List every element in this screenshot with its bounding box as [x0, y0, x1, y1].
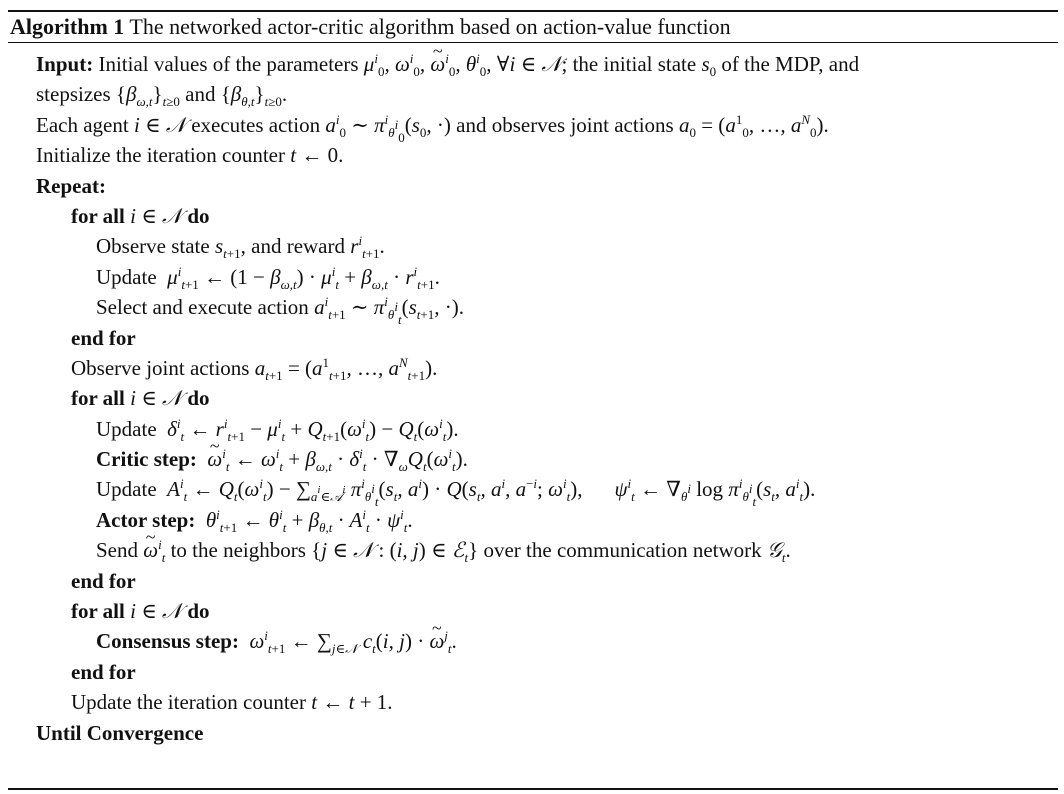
- text-update: Update: [96, 264, 157, 289]
- caption-title: The networked actor-critic algorithm based on action-value function: [129, 14, 731, 39]
- math-delta-update: $\delta^i_t$ ← $r^i_{t+1} - \mu^i_t + Q_{t+1}(\omega^i_t) - Q_t(\omega^i_t)$.: [167, 415, 459, 444]
- line-send: [8, 535, 1058, 565]
- kw-do: do: [187, 203, 210, 228]
- math-neighbors: {j ∈ 𝒩 : (i, j) ∈ ℰ$_t$}: [311, 538, 479, 566]
- math-advantage-update: $A^i_t$ ← $Q_t(\omega^i_t) - \sum_{a^i\in 𝒜^i}$ $\pi^i_{\theta^i_t}(s_t$, $a^i) \cdot Q(s_t$, $a^i$, $a^{-i}$; $\omega^i_t$), $\psi^i_t$ ← $\nabla_{\theta^i}$ $\log \pi^i_{\theta^i_t}(s_t$, $a^i_t$).: [167, 476, 816, 510]
- text-and: and: [185, 82, 216, 107]
- line-for-all-1: [8, 201, 1058, 231]
- text-send-a: Send: [96, 538, 138, 563]
- text-update-counter: Update the iteration counter: [71, 690, 306, 715]
- math-i-in-n: i ∈ 𝒩: [130, 203, 183, 228]
- line-critic-step: [8, 444, 1058, 474]
- math-consensus-update: $\omega^i_{t+1}$ ← $\sum_{j\in 𝒩}$ $c_t(i$, j) · ~ $\omega^j_t$.: [249, 629, 456, 653]
- math-i-in-n: i ∈ 𝒩: [130, 386, 183, 411]
- kw-repeat: Repeat:: [36, 173, 106, 198]
- text-observe-state: Observe state: [96, 234, 210, 259]
- math-mu-update: $\mu^i_{t+1}$ ← $(1 - \beta_{\omega,t}) \cdot \mu^i_t + \beta_{\omega,t} \cdot r^i_{t+1}$.: [167, 263, 440, 292]
- kw-end-for: end for: [71, 659, 136, 684]
- line-input: [8, 49, 1058, 79]
- line-each-agent: [8, 110, 1058, 145]
- line-until: [8, 718, 1058, 748]
- math-t-increment: t ← t + 1.: [311, 690, 393, 715]
- algorithm-caption: [8, 12, 1058, 42]
- kw-end-for: end for: [71, 568, 136, 593]
- text-update: Update: [96, 477, 157, 502]
- line-observe-joint: [8, 353, 1058, 383]
- line-select-execute: [8, 292, 1058, 328]
- kw-actor-step: Actor step:: [96, 507, 196, 532]
- math-a-joint-next: $a_{t+1} = (a^1_{t+1}$, …, $a^N_{t+1}$).: [254, 354, 438, 383]
- line-actor-step: [8, 505, 1058, 535]
- text-observe-joint: Observe joint actions: [71, 355, 250, 380]
- bottom-rule: [8, 788, 1058, 790]
- line-repeat: [8, 171, 1058, 201]
- math-s0: $s_0$: [701, 52, 717, 79]
- text-each-agent-a: Each agent: [36, 112, 129, 137]
- line-stepsizes: [8, 79, 1058, 109]
- math-i-in-n: i ∈ 𝒩: [133, 112, 186, 137]
- text-input-b: ; the initial state: [561, 52, 697, 76]
- line-observe-state: [8, 231, 1058, 261]
- line-update-delta: [8, 414, 1058, 444]
- math-a0-joint: $a_0 = (a^1_0$, …, $a^N_0$).: [678, 111, 829, 140]
- math-network: 𝒢$_t$.: [766, 538, 791, 566]
- line-for-all-2: [8, 383, 1058, 413]
- text-input-c: of the MDP, and: [721, 52, 860, 76]
- line-update-advantage: [8, 474, 1058, 510]
- kw-for-all: for all: [71, 599, 125, 624]
- math-beta-theta: $\{\beta_{\theta,t}\}_{t\ge 0}$.: [220, 82, 288, 110]
- kw-end-for: end for: [71, 325, 136, 350]
- text-send-b: to the neighbors: [170, 538, 306, 563]
- math-t-zero: t ← 0.: [290, 143, 344, 168]
- line-end-for-3: [8, 657, 1058, 687]
- text-each-agent-c: and observes joint actions: [456, 112, 674, 137]
- line-for-all-3: [8, 596, 1058, 626]
- text-each-agent-b: executes action: [191, 112, 321, 137]
- line-update-mu: [8, 262, 1058, 292]
- math-beta-omega: $\{\beta_{\omega,t}\}_{t\ge 0}$: [115, 82, 180, 110]
- math-reward: $r^i_{t+1}$.: [350, 233, 385, 262]
- kw-critic-step: Critic step:: [96, 447, 197, 472]
- text-and-reward: , and reward: [240, 234, 345, 259]
- math-actor-update: $\theta^i_{t+1}$ ← $\theta^i_t + \beta_{\theta,t} \cdot A^i_t \cdot \psi^i_t$.: [205, 506, 413, 535]
- math-init-params: $\mu^i_0$, $\omega^i_0$, ~ $\omega^i_0$, $\theta^i_0$, ∀i ∈ 𝒩: [364, 52, 562, 76]
- math-a0-policy: $a^i_0$ ∼ $\pi^i_{\theta^i_0}(s_0$, ·): [325, 111, 451, 145]
- text-input-a: Initial values of the parameters: [98, 52, 359, 76]
- text-init: Initialize the iteration counter: [36, 143, 285, 168]
- text-select-exec: Select and execute action: [96, 295, 309, 320]
- line-consensus-step: [8, 626, 1058, 656]
- kw-do: do: [187, 599, 210, 624]
- math-critic-update: ~ $\omega^i_t$ ← $\omega^i_t + \beta_{\omega,t} \cdot \delta^i_t \cdot \nabla_\omega Q_t(\omega^i_t)$.: [207, 447, 468, 471]
- kw-for-all: for all: [71, 386, 125, 411]
- text-send-c: over the communication network: [483, 538, 762, 563]
- line-end-for-2: [8, 566, 1058, 596]
- line-init: [8, 140, 1058, 170]
- math-i-in-n: i ∈ 𝒩: [130, 599, 183, 624]
- algorithm-body: [8, 43, 1058, 748]
- kw-do: do: [187, 386, 210, 411]
- algorithm-block: [8, 10, 1058, 748]
- math-s-next: $s_{t+1}$: [214, 234, 241, 262]
- kw-consensus-step: Consensus step:: [96, 629, 239, 654]
- caption-label: Algorithm 1: [10, 14, 125, 39]
- kw-for-all: for all: [71, 203, 125, 228]
- text-stepsizes: stepsizes: [36, 82, 111, 107]
- line-end-for-1: [8, 323, 1058, 353]
- kw-until: Until Convergence: [36, 720, 204, 745]
- math-a-next: $a^i_{t+1}$ ∼ $\pi^i_{\theta^i_t}(s_{t+1}$, ·).: [314, 294, 464, 328]
- math-omega-tilde: ~ $\omega^i_t$: [143, 538, 165, 562]
- line-update-counter: [8, 687, 1058, 717]
- kw-input: Input:: [36, 52, 94, 76]
- text-update: Update: [96, 416, 157, 441]
